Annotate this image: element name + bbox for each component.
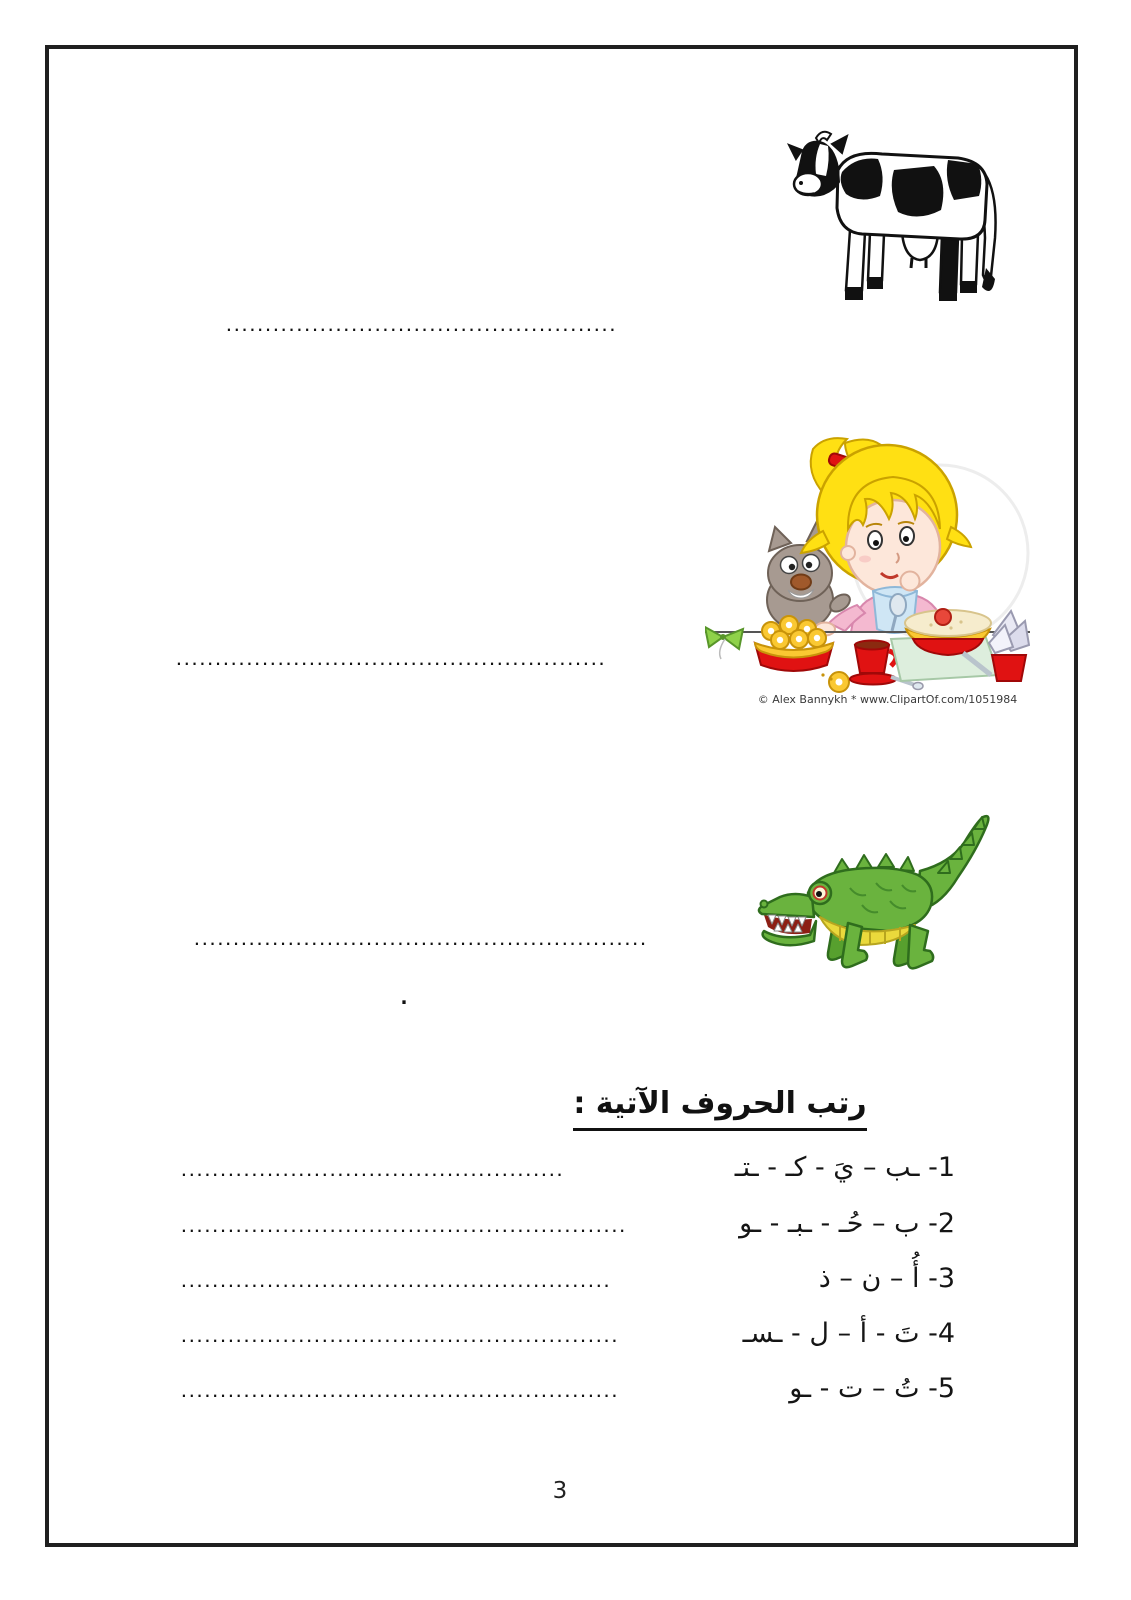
cow-icon: [786, 128, 1010, 312]
answer-line-1: ..................................................: [225, 320, 617, 335]
exercise-item-2: [180, 1208, 955, 1256]
answer-dots-2: .........................................................: [180, 1221, 627, 1236]
answer-line-3: ..........................................................: [193, 934, 647, 949]
page-number: 3: [552, 1478, 568, 1504]
girl-eating-illustration: [705, 433, 1030, 695]
crocodile-illustration: [750, 793, 1008, 975]
exercise-item-3: [180, 1263, 955, 1311]
answer-line-2: .......................................................: [175, 654, 606, 669]
exercise-item-4: [180, 1318, 955, 1366]
girl-eating-icon: [705, 433, 1030, 695]
exercise-heading: [545, 1086, 895, 1131]
answer-dots-5: ........................................................: [180, 1386, 619, 1401]
cow-illustration: [786, 128, 1010, 312]
answer-dots-4: ........................................................: [180, 1331, 619, 1346]
answer-dots-3: .......................................................: [180, 1276, 611, 1291]
stray-period: .: [398, 985, 411, 1009]
exercise-heading-text: رتب الحروف الآتية :: [573, 1086, 866, 1131]
exercise-item-5: [180, 1373, 955, 1421]
exercise-item-1: [180, 1152, 955, 1200]
letters-label-5: 5- تُ – ت - ـو: [789, 1373, 955, 1404]
girl-caption: © Alex Bannykh * www.ClipartOf.com/1051984: [757, 693, 1018, 706]
letters-label-2: 2- ب – حُـ - ـبـ - ـو: [739, 1208, 955, 1239]
letters-label-1: 1- ـب – يَ - كـ - ـتـ: [734, 1152, 955, 1183]
crocodile-icon: [750, 793, 1008, 975]
answer-dots-1: .................................................: [180, 1165, 564, 1180]
letters-label-4: 4- تَ - أ – ل - ـسـ: [742, 1318, 955, 1349]
letters-label-3: 3- أُ – ن – ذ: [818, 1263, 955, 1294]
